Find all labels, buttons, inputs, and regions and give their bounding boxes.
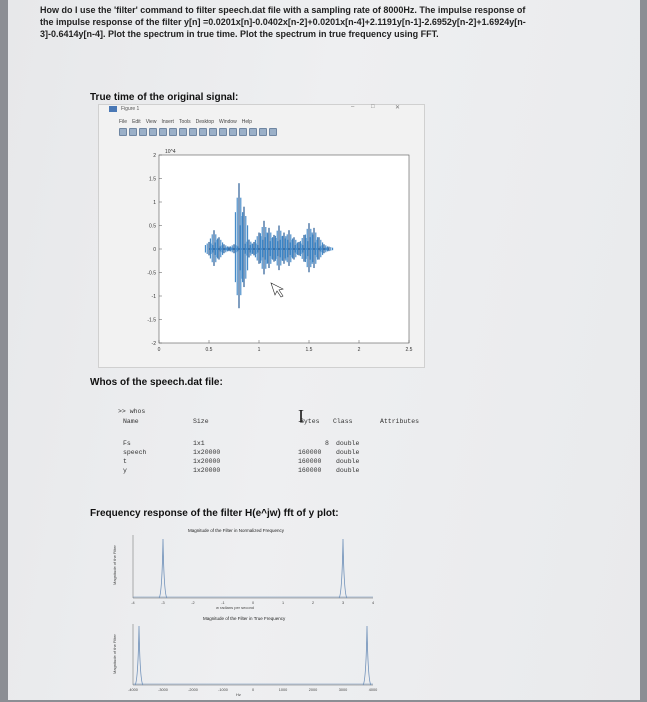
x-tick-label: 0 [157,347,161,353]
section-label-whos: Whos of the speech.dat file: [90,377,223,388]
x-tick-label: 4000 [368,688,378,692]
minimize-icon[interactable]: – [351,104,355,110]
figure-title: Figure 1 [121,106,140,112]
time-domain-chart [99,105,424,367]
whos-prompt: >> whos [118,408,146,415]
x-tick-label: 1.5 [305,347,313,353]
whos-table [118,408,588,496]
row-size: 1x1 [193,440,205,447]
row-name: y [123,467,127,474]
row-bytes: 160000 [298,458,322,465]
magnitude-peak [135,626,143,685]
x-tick-label: -3000 [158,688,168,692]
freq2-peaks [133,626,373,685]
paper-sheet [8,0,640,700]
freq1-xlabel: w radians per second [216,605,255,610]
text-cursor-icon: I [298,406,304,426]
x-tick-label: 1 [257,347,261,353]
menu-window[interactable]: Window [218,119,237,125]
magnitude-peak [339,539,347,598]
y-exponent-label: 10^4 [165,149,176,155]
row-bytes: 8 [325,440,329,447]
x-tick-label: -1 [221,601,225,605]
row-class: double [336,467,360,474]
header-class: Class [333,418,353,425]
menu-file[interactable]: File [119,119,128,125]
x-tick-label: 4 [371,601,375,605]
row-class: double [336,458,360,465]
x-tick-label: 2000 [308,688,318,692]
y-tick-label: 0.5 [149,223,156,230]
y-tick-label: -1 [151,294,156,300]
menu-insert[interactable]: Insert [161,119,174,125]
row-size: 1x20000 [193,449,221,456]
x-tick-label: -2000 [188,688,198,692]
matlab-figure-window [98,104,425,368]
row-class: double [336,449,360,456]
x-tick-label: 1000 [278,688,288,692]
x-tick-label: -2 [191,601,195,605]
row-name: speech [123,449,147,456]
x-tick-label: 2 [357,347,361,353]
normalized-frequency-chart [108,525,378,610]
x-tick-label: 1 [281,601,285,605]
freq1-ylabel: Magnitude of the Filter [112,545,117,585]
maximize-icon[interactable]: □ [371,104,375,110]
close-icon[interactable]: ✕ [395,105,401,111]
magnitude-peak [363,626,371,685]
freq1-peaks [133,539,373,598]
freq1-title: Magnitude of the Filter in Normalized Frequency [188,528,285,533]
question-text: How do I use the 'filter' command to filter speech.dat file with a sampling rate of 8000Hz. The impulse response of the impulse response of the filter y[n] =0.0201x[n]-0.0402x[n-2]+0.0201x[n-4]+2.1191y[n-1]-2.6952y[n-2]+1.6924y[n-3]-0.6414y[n-4]. Plot the spectrum in true time. Plot the spectrum in true frequency using FFT. [40,5,526,39]
menu-help[interactable]: Help [241,119,253,125]
row-bytes: 160000 [298,449,322,456]
magnitude-peak [159,539,167,598]
row-name: Fs [123,440,131,447]
freq2-title: Magnitude of the Filter in True Frequency [203,616,286,621]
x-tick-label: -3 [161,601,165,605]
y-tick-label: -0.5 [147,270,156,277]
true-frequency-chart [108,612,378,702]
row-bytes: 160000 [298,467,322,474]
row-size: 1x20000 [193,458,221,465]
x-tick-label: 2 [311,601,315,605]
row-size: 1x20000 [193,467,221,474]
x-tick-label: 3000 [338,688,348,692]
section-label-freq: Frequency response of the filter H(e^jw) fft of y plot: [90,508,339,519]
menu-tools[interactable]: Tools [178,119,191,125]
x-tick-label: 2.5 [405,347,413,353]
y-tick-label: 0 [153,247,156,253]
x-tick-label: 0 [251,601,255,605]
row-class: double [336,440,360,447]
x-tick-label: -1000 [218,688,228,692]
freq2-x-ticks [128,688,377,692]
x-tick-label: 3 [341,601,345,605]
x-tick-label: 0 [251,688,255,692]
y-tick-label: 1.5 [149,176,156,183]
y-tick-label: 2 [153,153,156,159]
section-label-time: True time of the original signal: [90,92,239,103]
menu-edit[interactable]: Edit [132,119,141,125]
y-tick-label: 1 [153,200,156,206]
header-attributes: Attributes [380,418,420,425]
y-tick-label: -2 [151,341,156,347]
x-tick-label: 0.5 [205,347,213,353]
freq2-xlabel: Hz [236,692,241,697]
row-name: t [123,458,127,465]
header-size: Size [193,418,209,425]
menu-desktop[interactable]: Desktop [195,119,214,125]
header-bytes: Bytes [300,418,320,425]
freq2-ylabel: Magnitude of the Filter [112,634,117,674]
x-tick-label: -4000 [128,688,138,692]
x-tick-label: -4 [131,601,135,605]
header-name: Name [123,418,139,425]
menu-view[interactable]: View [145,119,157,125]
y-tick-label: -1.5 [147,317,156,324]
